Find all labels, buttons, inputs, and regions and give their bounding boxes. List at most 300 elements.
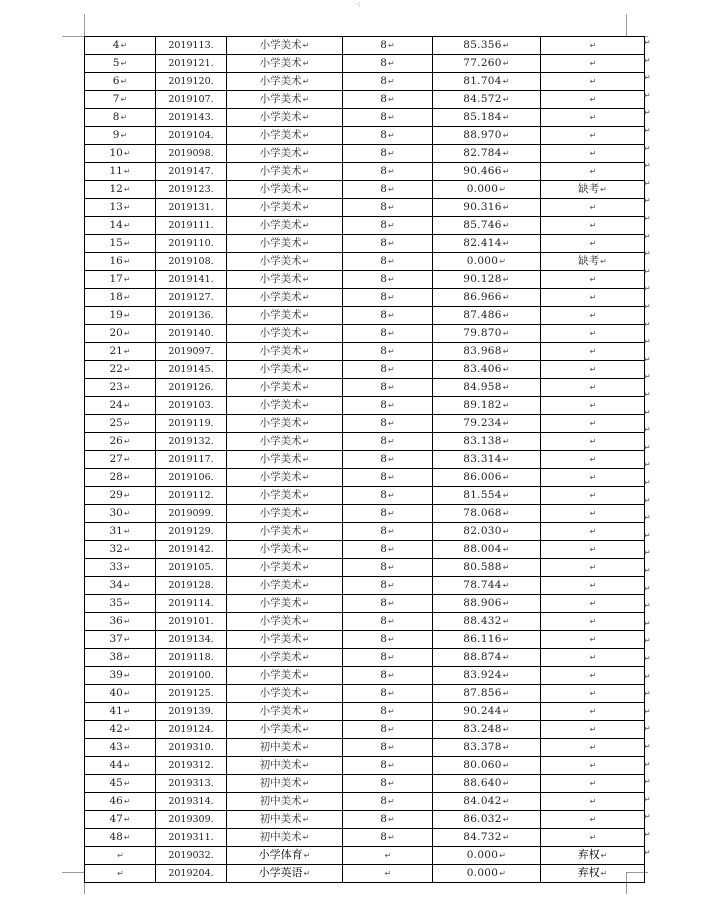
count-cell: [343, 199, 433, 217]
score-cell-text: 88.906: [463, 597, 502, 609]
score-cell-text: 83.248: [463, 723, 502, 735]
paragraph-mark-icon: ↵: [123, 329, 131, 338]
paragraph-mark-icon: ↵: [589, 617, 597, 626]
row-end-mark-icon: ↵: [644, 284, 651, 294]
paragraph-mark-icon: ↵: [387, 293, 395, 302]
exam-id-cell-text: 2019311.: [168, 831, 214, 843]
note-cell: [541, 847, 645, 865]
exam-id-cell-text: 2019204.: [168, 867, 214, 879]
row-index-cell-text: 9: [112, 129, 120, 141]
table-row: [85, 307, 645, 325]
paragraph-mark-icon: ↵: [123, 707, 131, 716]
note-cell: [541, 487, 645, 505]
row-end-mark-icon: ↵: [644, 126, 651, 135]
note-cell: [541, 289, 645, 307]
score-cell: [433, 541, 541, 559]
count-cell: [343, 271, 433, 289]
count-cell-text: 8: [380, 363, 387, 375]
score-cell-text: 80.060: [463, 759, 502, 771]
row-index-cell: [85, 703, 156, 721]
paragraph-mark-icon: ↵: [589, 455, 597, 464]
score-cell: [433, 469, 541, 487]
score-cell: [433, 559, 541, 577]
paragraph-mark-icon: ↵: [302, 545, 310, 554]
count-cell: [343, 73, 433, 91]
subject-cell-text: 小学美术: [259, 111, 302, 123]
row-index-cell: [85, 811, 156, 829]
paragraph-mark-icon: ↵: [387, 815, 395, 824]
exam-id-cell: [156, 541, 227, 559]
paragraph-mark-icon: ↵: [502, 635, 510, 644]
table-row: [85, 703, 645, 721]
paragraph-mark-icon: ↵: [589, 221, 597, 230]
paragraph-mark-icon: ↵: [589, 383, 597, 392]
row-end-mark-icon: ↵: [644, 354, 651, 364]
subject-cell-text: 小学美术: [259, 381, 302, 393]
score-cell: [433, 667, 541, 685]
paragraph-mark-icon: ↵: [502, 401, 510, 410]
subject-cell: [227, 253, 343, 271]
paragraph-mark-icon: ↵: [302, 725, 310, 734]
row-end-mark-icon: ↵: [644, 636, 651, 646]
row-index-cell-text: 40: [109, 687, 123, 699]
subject-cell: [227, 55, 343, 73]
table-row: [85, 253, 645, 271]
exam-id-cell-text: 2019309.: [168, 813, 214, 825]
row-end-mark-icon: ↵: [644, 143, 651, 153]
exam-id-cell: [156, 289, 227, 307]
table-row: [85, 577, 645, 595]
table-row: [85, 667, 645, 685]
score-cell: [433, 487, 541, 505]
subject-cell: [227, 181, 343, 199]
paragraph-mark-icon: ↵: [387, 581, 395, 590]
paragraph-mark-icon: ↵: [589, 779, 597, 788]
exam-id-cell-text: 2019111.: [168, 219, 214, 231]
paragraph-mark-icon: ↵: [387, 833, 395, 842]
row-end-mark-icon: ↵: [644, 742, 651, 751]
exam-id-cell-text: 2019117.: [168, 453, 214, 465]
exam-id-cell: [156, 325, 227, 343]
score-cell: [433, 847, 541, 865]
exam-id-cell: [156, 649, 227, 667]
count-cell: [343, 109, 433, 127]
crop-mark-top-right-v: [626, 14, 627, 36]
exam-id-cell: [156, 37, 227, 55]
score-cell-text: 88.432: [463, 615, 502, 627]
count-cell-text: 8: [380, 93, 387, 105]
paragraph-mark-icon: ↵: [589, 149, 597, 158]
count-cell: [343, 667, 433, 685]
subject-cell: [227, 271, 343, 289]
exam-id-cell-text: 2019314.: [168, 795, 214, 807]
paragraph-mark-icon: ↵: [123, 239, 131, 248]
score-cell-text: 86.006: [463, 471, 502, 483]
count-cell-text: 8: [380, 723, 387, 735]
paragraph-mark-icon: ↵: [387, 239, 395, 248]
subject-cell-text: 小学美术: [259, 579, 302, 591]
row-index-cell: [85, 793, 156, 811]
count-cell: [343, 379, 433, 397]
note-cell: [541, 307, 645, 325]
crop-mark-top-left-h: [62, 36, 84, 37]
subject-cell-text: 初中美术: [259, 777, 302, 789]
row-end-mark-icon: ↵: [644, 55, 651, 65]
row-index-cell: [85, 397, 156, 415]
subject-cell: [227, 865, 343, 883]
exam-id-cell-text: 2019101.: [168, 615, 214, 627]
paragraph-mark-icon: ↵: [387, 257, 395, 266]
row-end-mark-icon: ↵: [644, 513, 651, 523]
score-cell: [433, 199, 541, 217]
score-cell: [433, 91, 541, 109]
paragraph-mark-icon: ↵: [387, 689, 395, 698]
table-row: [85, 793, 645, 811]
row-index-cell: [85, 505, 156, 523]
row-index-cell-text: 41: [109, 705, 123, 717]
subject-cell: [227, 451, 343, 469]
row-index-cell-text: 47: [109, 813, 123, 825]
paragraph-mark-icon: ↵: [302, 41, 310, 50]
exam-id-cell: [156, 379, 227, 397]
exam-id-cell: [156, 415, 227, 433]
count-cell: [343, 361, 433, 379]
paragraph-mark-icon: ↵: [589, 815, 597, 824]
count-cell-text: 8: [380, 525, 387, 537]
paragraph-mark-icon: ↵: [302, 599, 310, 608]
paragraph-mark-icon: ↵: [302, 185, 310, 194]
paragraph-mark-icon: ↵: [120, 59, 128, 68]
count-cell-text: 8: [380, 237, 387, 249]
row-index-cell: [85, 379, 156, 397]
exam-id-cell: [156, 469, 227, 487]
exam-id-cell-text: 2019132.: [168, 435, 214, 447]
row-index-cell-text: 42: [109, 723, 123, 735]
count-cell-text: 8: [380, 597, 387, 609]
score-table-body: [85, 37, 645, 883]
paragraph-mark-icon: ↵: [387, 185, 395, 194]
subject-cell: [227, 577, 343, 595]
subject-cell: [227, 325, 343, 343]
row-end-mark-icon: ↵: [644, 372, 651, 382]
row-end-mark-icon: ↵: [644, 830, 651, 839]
note-cell: [541, 631, 645, 649]
score-cell: [433, 865, 541, 883]
paragraph-mark-icon: ↵: [589, 599, 597, 608]
score-cell-text: 79.870: [463, 327, 502, 339]
paragraph-mark-icon: ↵: [589, 527, 597, 536]
count-cell-text: 8: [380, 561, 387, 573]
note-cell: [541, 865, 645, 883]
note-cell: [541, 541, 645, 559]
row-index-cell: [85, 253, 156, 271]
paragraph-mark-icon: ↵: [387, 329, 395, 338]
count-cell-text: 8: [380, 615, 387, 627]
row-index-cell-text: 33: [109, 561, 123, 573]
paragraph-mark-icon: ↵: [387, 419, 395, 428]
exam-id-cell: [156, 397, 227, 415]
paragraph-mark-icon: ↵: [120, 95, 128, 104]
paragraph-mark-icon: ↵: [387, 545, 395, 554]
row-index-cell: [85, 361, 156, 379]
row-end-mark-icon: ↵: [644, 689, 651, 699]
row-end-mark-icon: ↵: [644, 495, 651, 505]
row-index-cell-text: 10: [109, 147, 123, 159]
exam-id-cell-text: 2019100.: [168, 669, 214, 681]
subject-cell-text: 小学美术: [259, 183, 302, 195]
row-end-mark-icon: ↵: [644, 654, 651, 663]
row-index-cell: [85, 721, 156, 739]
paragraph-mark-icon: ↵: [589, 329, 597, 338]
note-cell-text: 缺考: [578, 183, 600, 195]
paragraph-mark-icon: ↵: [302, 473, 310, 482]
paragraph-mark-icon: ↵: [502, 797, 510, 806]
table-row: [85, 199, 645, 217]
paragraph-mark-icon: ↵: [502, 131, 510, 140]
count-cell-text: 8: [380, 489, 387, 501]
row-index-cell-text: 24: [109, 399, 123, 411]
count-cell-text: 8: [380, 795, 387, 807]
subject-cell-text: 小学美术: [259, 327, 302, 339]
subject-cell-text: 小学美术: [259, 93, 302, 105]
exam-id-cell-text: 2019112.: [168, 489, 214, 501]
paragraph-mark-icon: ↵: [302, 689, 310, 698]
row-index-cell: [85, 649, 156, 667]
subject-cell-text: 初中美术: [259, 741, 302, 753]
row-index-cell-text: 22: [109, 363, 123, 375]
count-cell-text: 8: [380, 651, 387, 663]
paragraph-mark-icon: ↵: [502, 761, 510, 770]
table-row: [85, 325, 645, 343]
table-row: [85, 433, 645, 451]
paragraph-mark-icon: ↵: [589, 707, 597, 716]
row-index-cell: [85, 73, 156, 91]
row-index-cell: [85, 217, 156, 235]
score-cell: [433, 253, 541, 271]
paragraph-mark-icon: ↵: [302, 815, 310, 824]
paragraph-mark-icon: ↵: [123, 743, 131, 752]
row-end-mark-icon: ↵: [644, 38, 651, 47]
paragraph-mark-icon: ↵: [123, 815, 131, 824]
paragraph-mark-icon: ↵: [123, 689, 131, 698]
note-cell: [541, 721, 645, 739]
paragraph-mark-icon: ↵: [589, 743, 597, 752]
score-cell: [433, 271, 541, 289]
note-cell: [541, 793, 645, 811]
count-cell-text: 8: [380, 759, 387, 771]
paragraph-mark-icon: ↵: [502, 563, 510, 572]
paragraph-mark-icon: ↵: [502, 275, 510, 284]
exam-id-cell: [156, 523, 227, 541]
exam-id-cell-text: 2019124.: [168, 723, 214, 735]
note-cell: [541, 523, 645, 541]
count-cell-text: 8: [380, 255, 387, 267]
row-end-mark-icon: ↵: [644, 302, 651, 311]
paragraph-mark-icon: ↵: [502, 581, 510, 590]
paragraph-mark-icon: ↵: [589, 311, 597, 320]
paragraph-mark-icon: ↵: [117, 869, 124, 878]
row-index-cell-text: 29: [109, 489, 123, 501]
row-end-mark-icon: ↵: [644, 337, 651, 347]
count-cell-text: 8: [380, 831, 387, 843]
paragraph-mark-icon: ↵: [502, 149, 510, 158]
paragraph-mark-icon: ↵: [302, 527, 310, 536]
count-cell-text: 8: [380, 111, 387, 123]
score-cell: [433, 397, 541, 415]
exam-id-cell: [156, 631, 227, 649]
subject-cell-text: 小学美术: [259, 669, 302, 681]
paragraph-mark-icon: ↵: [302, 221, 310, 230]
exam-id-cell-text: 2019143.: [168, 111, 214, 123]
subject-cell: [227, 721, 343, 739]
paragraph-mark-icon: ↵: [387, 671, 395, 680]
paragraph-mark-icon: ↵: [123, 671, 131, 680]
paragraph-mark-icon: ↵: [123, 293, 131, 302]
paragraph-mark-icon: ↵: [302, 635, 310, 644]
exam-id-cell: [156, 127, 227, 145]
paragraph-mark-icon: ↵: [123, 491, 131, 500]
count-cell: [343, 469, 433, 487]
row-index-cell-text: 26: [109, 435, 123, 447]
row-index-cell: [85, 127, 156, 145]
count-cell: [343, 451, 433, 469]
paragraph-mark-icon: ↵: [502, 653, 510, 662]
paragraph-mark-icon: ↵: [302, 437, 310, 446]
paragraph-mark-icon: ↵: [502, 455, 510, 464]
row-index-cell-text: 37: [109, 633, 123, 645]
count-cell-text: 8: [380, 57, 387, 69]
score-table: [84, 36, 645, 883]
paragraph-mark-icon: ↵: [123, 545, 131, 554]
paragraph-mark-icon: ↵: [123, 473, 131, 482]
exam-id-cell: [156, 865, 227, 883]
table-row: [85, 271, 645, 289]
note-cell: [541, 73, 645, 91]
paragraph-mark-icon: ↵: [123, 779, 131, 788]
paragraph-mark-icon: ↵: [502, 239, 510, 248]
count-cell-text: 8: [380, 705, 387, 717]
score-cell-text: 83.314: [463, 453, 502, 465]
row-index-cell: [85, 523, 156, 541]
score-cell-text: 83.968: [463, 345, 502, 357]
exam-id-cell: [156, 829, 227, 847]
paragraph-mark-icon: ↵: [387, 203, 395, 212]
score-cell: [433, 577, 541, 595]
score-cell-text: 82.784: [463, 147, 502, 159]
note-cell: [541, 199, 645, 217]
exam-id-cell: [156, 271, 227, 289]
row-index-cell: [85, 541, 156, 559]
count-cell-text: 8: [380, 633, 387, 645]
note-cell: [541, 577, 645, 595]
subject-cell-text: 小学美术: [259, 435, 302, 447]
note-cell: [541, 433, 645, 451]
row-index-cell: [85, 37, 156, 55]
row-index-cell: [85, 847, 156, 865]
paragraph-mark-icon: ↵: [123, 275, 131, 284]
table-row: [85, 73, 645, 91]
paragraph-mark-icon: ↵: [302, 797, 310, 806]
exam-id-cell: [156, 235, 227, 253]
exam-id-cell: [156, 307, 227, 325]
note-cell: [541, 505, 645, 523]
row-index-cell-text: 44: [109, 759, 123, 771]
count-cell: [343, 577, 433, 595]
count-cell: [343, 649, 433, 667]
exam-id-cell: [156, 109, 227, 127]
subject-cell-text: 初中美术: [259, 831, 302, 843]
paragraph-mark-icon: ↵: [589, 167, 597, 176]
paragraph-mark-icon: ↵: [589, 293, 597, 302]
subject-cell: [227, 163, 343, 181]
exam-id-cell-text: 2019145.: [168, 363, 214, 375]
count-cell-text: 8: [380, 543, 387, 555]
score-cell-text: 77.260: [463, 57, 502, 69]
count-cell: [343, 145, 433, 163]
paragraph-mark-icon: ↵: [303, 851, 311, 860]
table-row: [85, 361, 645, 379]
paragraph-mark-icon: ↵: [387, 527, 395, 536]
table-row: [85, 613, 645, 631]
paragraph-mark-icon: ↵: [123, 455, 131, 464]
score-cell: [433, 775, 541, 793]
row-index-cell: [85, 487, 156, 505]
row-end-mark-icon: ↵: [644, 425, 651, 435]
note-cell: [541, 361, 645, 379]
row-index-cell-text: 7: [112, 93, 120, 105]
paragraph-mark-icon: ↵: [302, 581, 310, 590]
exam-id-cell: [156, 55, 227, 73]
count-cell-text: 8: [380, 129, 387, 141]
exam-id-cell: [156, 199, 227, 217]
paragraph-mark-icon: ↵: [123, 509, 131, 518]
score-cell-text: 87.856: [463, 687, 502, 699]
subject-cell: [227, 613, 343, 631]
score-cell: [433, 307, 541, 325]
count-cell: [343, 397, 433, 415]
paragraph-mark-icon: ↵: [123, 311, 131, 320]
paragraph-mark-icon: ↵: [387, 653, 395, 662]
paragraph-mark-icon: ↵: [302, 59, 310, 68]
exam-id-cell: [156, 451, 227, 469]
paragraph-mark-icon: ↵: [123, 221, 131, 230]
row-index-cell: [85, 343, 156, 361]
paragraph-mark-icon: ↵: [302, 707, 310, 716]
paragraph-mark-icon: ↵: [120, 113, 128, 122]
subject-cell-text: 小学美术: [259, 723, 302, 735]
paragraph-mark-icon: ↵: [387, 455, 395, 464]
row-index-cell-text: 25: [109, 417, 123, 429]
score-cell: [433, 649, 541, 667]
subject-cell-text: 小学美术: [259, 417, 302, 429]
paragraph-mark-icon: ↵: [589, 419, 597, 428]
paragraph-mark-icon: ↵: [302, 203, 310, 212]
paragraph-mark-icon: ↵: [589, 833, 597, 842]
exam-id-cell: [156, 559, 227, 577]
exam-id-cell: [156, 73, 227, 91]
table-row: [85, 109, 645, 127]
paragraph-mark-icon: ↵: [387, 743, 395, 752]
count-cell: [343, 235, 433, 253]
row-index-cell: [85, 415, 156, 433]
subject-cell-text: 小学美术: [259, 165, 302, 177]
paragraph-mark-icon: ↵: [123, 635, 131, 644]
exam-id-cell-text: 2019129.: [168, 525, 214, 537]
score-cell: [433, 739, 541, 757]
subject-cell-text: 小学美术: [259, 399, 302, 411]
count-cell: [343, 739, 433, 757]
paragraph-mark-icon: ↵: [502, 743, 510, 752]
